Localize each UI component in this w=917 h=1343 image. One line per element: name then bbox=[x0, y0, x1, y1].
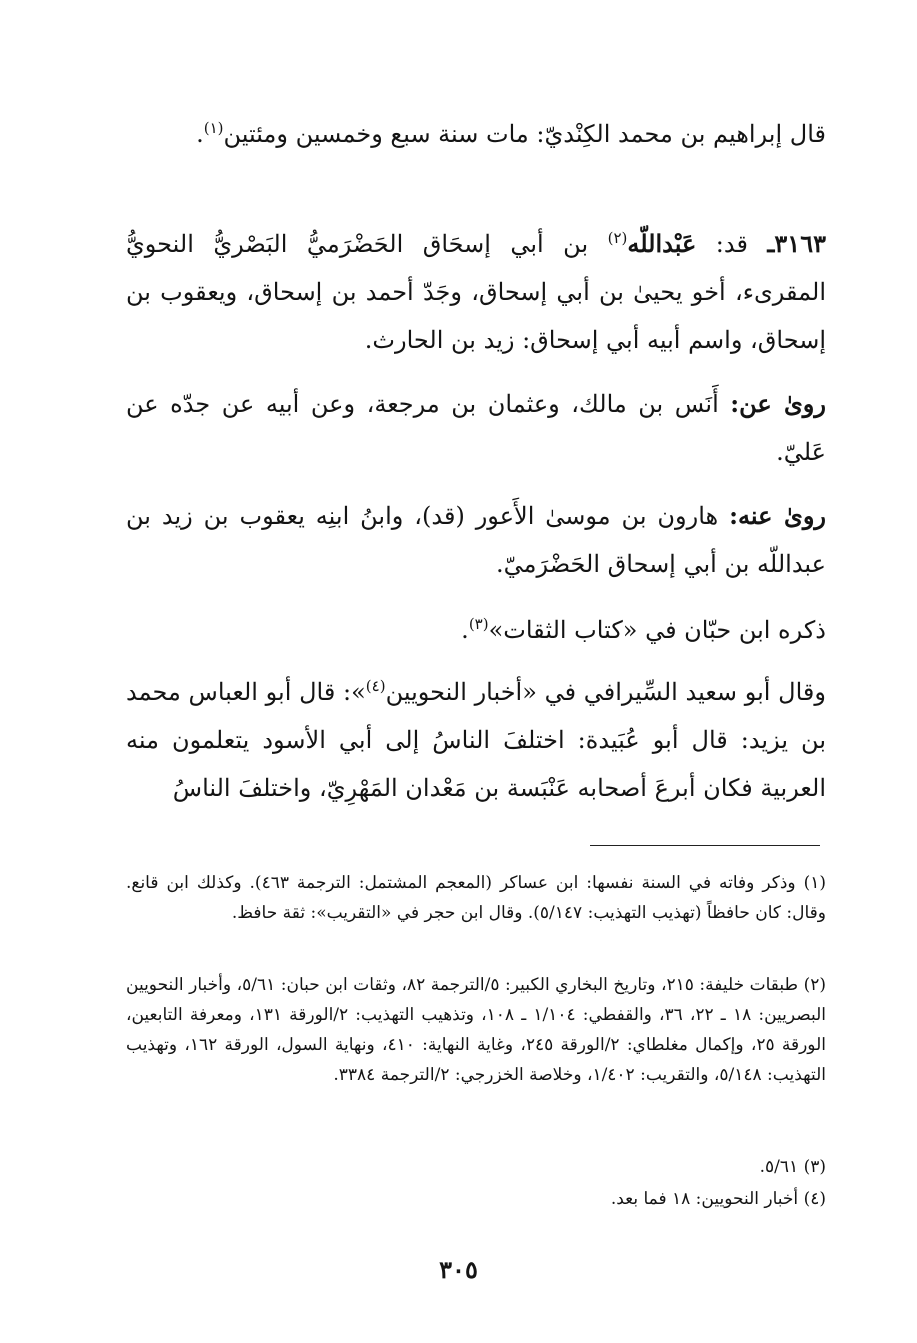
entry-code: قد: bbox=[715, 230, 748, 258]
footnote-ref-3[interactable]: (٣) bbox=[468, 615, 489, 633]
entry-paragraph bbox=[126, 214, 826, 364]
footnote-ref-4[interactable]: (٤) bbox=[365, 677, 386, 695]
entry-number: ٣١٦٣ـ bbox=[767, 229, 826, 258]
paragraph-kindi-text: قال إبراهيم بن محمد الكِنْديّ: مات سنة سبع وخمسين ومئتين bbox=[223, 120, 826, 148]
footnote-2: (٢) طبقات خليفة: ٢١٥، وتاريخ البخاري الكبير: ٥/الترجمة ٨٢، وثقات ابن حبان: ٥/٦١، وأخبار النحويين البصريين: ١٨ ـ ٢٢، ٣٦، والقفطي: ١/١٠٤ ـ ١٠٨، وتذهيب التهذيب: ٢/الورقة ١٣١، ومعرفة التابعين، الورقة ٢٥، وإكمال مغلطاي: ٢/الورقة ٢٤٥، وغاية النهاية: ٤١٠، ونهاية السول، الورقة ١٦٢، وتهذيب التهذيب: ٥/١٤٨، والتقريب: ١/٤٠٢، وخلاصة الخزرجي: ٢/الترجمة ٣٣٨٤. bbox=[126, 975, 827, 1085]
narrated-by-label: روىٰ عنه: bbox=[729, 501, 827, 530]
entry-name: عَبْداللّه bbox=[627, 229, 697, 258]
footnote-separator bbox=[590, 845, 820, 846]
sirafi-text-b: »: قال أبو العباس محمد بن يزيد: قال أبو عُبَيدة: اختلفَ الناسُ إلى أبي الأسود يتعلمون منه العربية فكان أبرعَ أصحابه عَنْبَسة بن مَعْدان المَهْرِيّ، واختلفَ الناسُ bbox=[126, 678, 826, 802]
narrated-from-text: أَنَس بن مالك، وعثمان بن مرجعة، وعن أبيه عن جدّه عن عَليّ. bbox=[126, 390, 826, 466]
footnote-4: (٤) أخبار النحويين: ١٨ فما بعد. bbox=[610, 1189, 826, 1209]
footnote-1: (١) وذكر وفاته في السنة نفسها: ابن عساكر (المعجم المشتمل: الترجمة ٤٦٣). وكذلك ابن قانع. وقال: كان حافظاً (تهذيب التهذيب: ٥/١٤٧). وقال ابن حجر في «التقريب»: ثقة حافظ. bbox=[126, 873, 827, 923]
sirafi-text-a: وقال أبو سعيد السِّيرافي في «أخبار النحويين bbox=[385, 678, 826, 706]
narrated-from-paragraph bbox=[126, 380, 826, 476]
sirafi-paragraph bbox=[126, 662, 826, 812]
narrated-by-text: هارون بن موسىٰ الأَعور (قد)، وابنُ ابنِه يعقوب بن زيد بن عبداللّه بن أبي إسحاق الحَضْرَميّ. bbox=[126, 502, 826, 578]
footnote-ref-2[interactable]: (٢) bbox=[607, 229, 628, 247]
ibn-hibban-paragraph: ذكره ابن حبّان في «كتاب الثقات»$^{(٣)}$. bbox=[461, 615, 826, 644]
paragraph-kindi: قال إبراهيم بن محمد الكِنْديّ: مات سنة سبع وخمسين ومئتين$^{(١)}$. bbox=[196, 119, 826, 148]
footnote-3: (٣) ٥/٦١. bbox=[759, 1157, 826, 1177]
narrated-by-paragraph bbox=[126, 492, 826, 588]
page-number: ٣٠٥ bbox=[439, 1255, 478, 1284]
footnote-ref-1[interactable]: (١) bbox=[203, 119, 224, 137]
narrated-from-label: روىٰ عن: bbox=[730, 389, 826, 418]
ibn-hibban-text: ذكره ابن حبّان في «كتاب الثقات» bbox=[488, 616, 826, 644]
entry-text: بن أبي إسحَاق الحَضْرَميُّ البَصْريُّ النحويُّ المقرىء، أخو يحيىٰ بن أبي إسحاق، وجَدّ أحمد بن إسحاق، ويعقوب بن إسحاق، واسم أبيه أبي إسحاق: زيد بن الحارث. bbox=[126, 230, 826, 354]
